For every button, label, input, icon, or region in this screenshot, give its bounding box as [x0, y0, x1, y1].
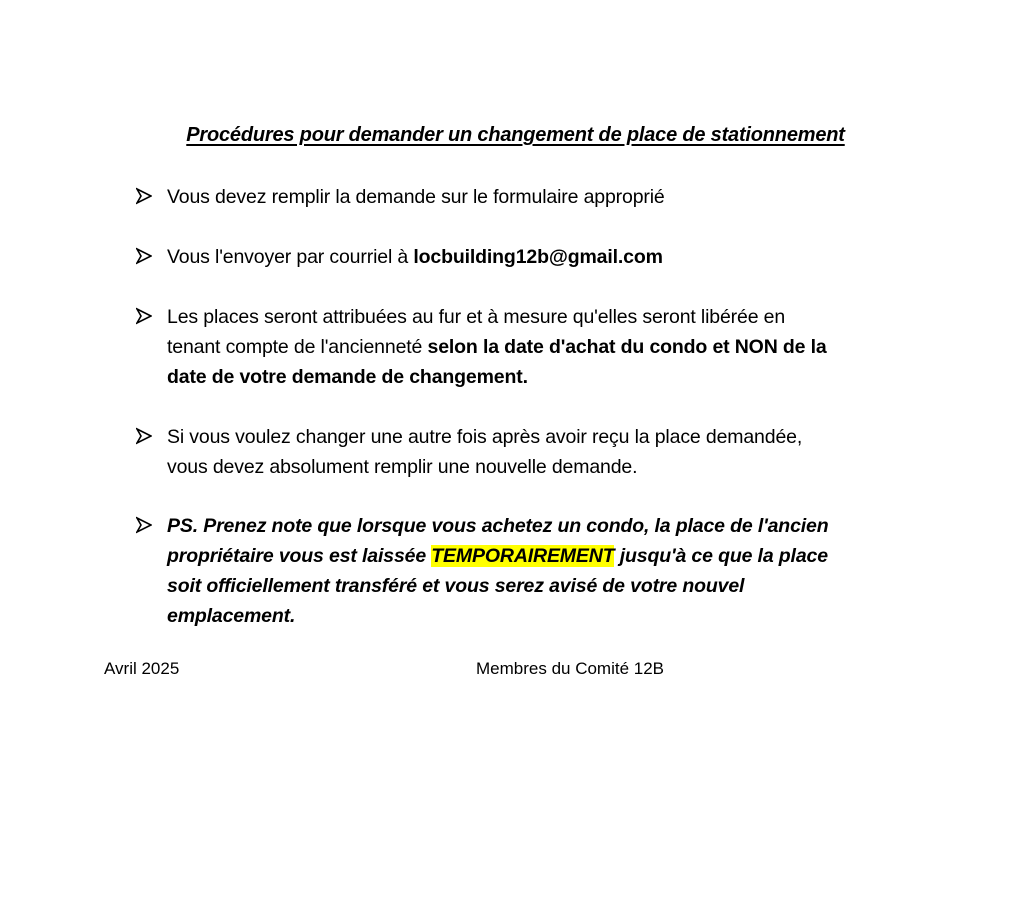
bullet-item-4: [136, 422, 956, 482]
bullet-5-line-4: emplacement.: [167, 605, 296, 627]
arrowhead-bullet-icon: [136, 307, 152, 325]
bullet-item-2: [136, 242, 956, 272]
bullet-5-line-2-before: propriétaire vous est laissée: [167, 545, 432, 567]
bullet-4-line-2: vous devez absolument remplir une nouvelle demande.: [167, 456, 638, 478]
footer-date: Avril 2025: [104, 659, 180, 678]
bullet-1-text: Vous devez remplir la demande sur le formulaire approprié: [167, 186, 665, 208]
bullet-item-3: [136, 302, 956, 392]
bullet-3-line-3: date de votre demande de changement.: [167, 366, 528, 388]
bullet-item-1: [136, 182, 956, 212]
contact-email: locbuilding12b@gmail.com: [413, 246, 663, 268]
arrowhead-bullet-icon: [136, 516, 152, 534]
bullet-4-line-1: Si vous voulez changer une autre fois après avoir reçu la place demandée,: [167, 426, 803, 448]
bullet-item-5: [136, 511, 956, 631]
bullet-3-line-2-plain: tenant compte de l'ancienneté: [167, 336, 428, 358]
highlighted-word: TEMPORAIREMENT: [431, 545, 615, 567]
page-title: Procédures pour demander un changement de place de stationnement: [186, 124, 845, 146]
footer-signature: Membres du Comité 12B: [476, 659, 665, 678]
arrowhead-bullet-icon: [136, 187, 152, 205]
arrowhead-bullet-icon: [136, 427, 152, 445]
bullet-5-line-3: soit officiellement transféré et vous serez avisé de votre nouvel: [167, 575, 745, 597]
arrowhead-bullet-icon: [136, 247, 152, 265]
bullet-5-line-2-after: jusqu'à ce que la place: [614, 545, 828, 567]
bullet-2-text: Vous l'envoyer par courriel à: [167, 246, 414, 268]
bullet-3-line-1: Les places seront attribuées au fur et à mesure qu'elles seront libérée en: [167, 306, 786, 328]
bullet-5-line-1: PS. Prenez note que lorsque vous achetez un condo, la place de l'ancien: [167, 515, 829, 537]
bullet-3-line-2-bold: selon la date d'achat du condo et NON de la: [427, 336, 827, 358]
